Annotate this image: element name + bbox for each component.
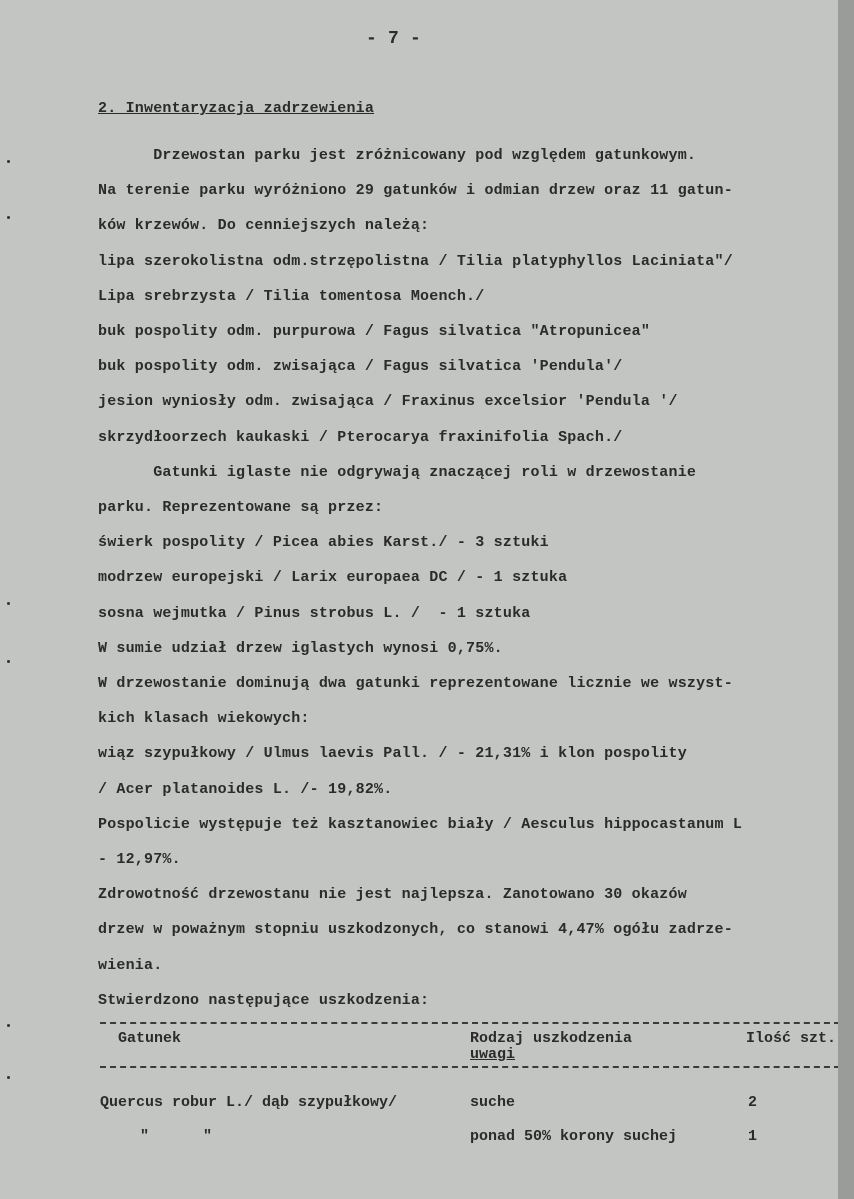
table-row-1-count: 2 xyxy=(748,1094,758,1111)
table-row-2-count: 1 xyxy=(748,1128,758,1145)
text-line: Zdrowotność drzewostanu nie jest najlepsza. Zanotowano 30 okazów xyxy=(98,886,687,903)
text-line: skrzydłoorzech kaukaski / Pterocarya fraxinifolia Spach./ xyxy=(98,429,623,446)
text-line: Na terenie parku wyróżniono 29 gatunków i odmian drzew oraz 11 gatun- xyxy=(98,182,733,199)
table-header-damage: Rodzaj uszkodzenia xyxy=(470,1030,633,1047)
scan-edge xyxy=(838,0,854,1199)
table-row-2-species: " " xyxy=(140,1128,213,1145)
table-row-1-damage: suche xyxy=(470,1094,516,1111)
text-line: Gatunki iglaste nie odgrywają znaczącej roli w drzewostanie xyxy=(98,464,697,481)
margin-dot xyxy=(7,1076,10,1079)
text-line: modrzew europejski / Larix europaea DC / - 1 sztuka xyxy=(98,569,568,586)
text-line: Drzewostan parku jest zróżnicowany pod względem gatunkowym. xyxy=(98,147,697,164)
text-line: W sumie udział drzew iglastych wynosi 0,75%. xyxy=(98,640,503,657)
margin-dot xyxy=(7,160,10,163)
margin-dot xyxy=(7,602,10,605)
table-header-rule xyxy=(100,1066,840,1068)
table-row-2-damage: ponad 50% korony suchej xyxy=(470,1128,678,1145)
text-line: jesion wyniosły odm. zwisająca / Fraxinus excelsior 'Pendula '/ xyxy=(98,393,678,410)
text-line: sosna wejmutka / Pinus strobus L. / - 1 sztuka xyxy=(98,605,531,622)
table-header-count: Ilość szt. xyxy=(746,1030,837,1047)
text-line: świerk pospolity / Picea abies Karst./ - 3 sztuki xyxy=(98,534,549,551)
text-line: - 12,97%. xyxy=(98,851,181,868)
page-number: - 7 - xyxy=(366,29,422,49)
text-line: / Acer platanoides L. /- 19,82%. xyxy=(98,781,393,798)
text-line: ków krzewów. Do cenniejszych należą: xyxy=(98,217,430,234)
text-line: W drzewostanie dominują dwa gatunki reprezentowane licznie we wszyst- xyxy=(98,675,733,692)
text-line: buk pospolity odm. zwisająca / Fagus silvatica 'Pendula'/ xyxy=(98,358,623,375)
section-heading: 2. Inwentaryzacja zadrzewienia xyxy=(98,100,375,117)
text-line: lipa szerokolistna odm.strzępolistna / Tilia platyphyllos Laciniata"/ xyxy=(98,253,733,270)
table-row-1-species: Quercus robur L./ dąb szypułkowy/ xyxy=(100,1094,398,1111)
text-line: kich klasach wiekowych: xyxy=(98,710,310,727)
margin-dot xyxy=(7,216,10,219)
text-line: Lipa srebrzysta / Tilia tomentosa Moench./ xyxy=(98,288,485,305)
text-line: Pospolicie występuje też kasztanowiec biały / Aesculus hippocastanum L xyxy=(98,816,743,833)
table-header-remarks: uwagi xyxy=(470,1046,516,1063)
table-header-species: Gatunek xyxy=(118,1030,182,1047)
text-line: Stwierdzono następujące uszkodzenia: xyxy=(98,992,430,1009)
margin-dot xyxy=(7,660,10,663)
margin-dot xyxy=(7,1024,10,1027)
text-line: drzew w poważnym stopniu uszkodzonych, co stanowi 4,47% ogółu zadrze- xyxy=(98,921,733,938)
text-line: buk pospolity odm. purpurowa / Fagus silvatica "Atropunicea" xyxy=(98,323,651,340)
table-top-rule xyxy=(100,1022,840,1024)
text-line: wiąz szypułkowy / Ulmus laevis Pall. / - 21,31% i klon pospolity xyxy=(98,745,687,762)
text-line: parku. Reprezentowane są przez: xyxy=(98,499,384,516)
text-line: wienia. xyxy=(98,957,163,974)
